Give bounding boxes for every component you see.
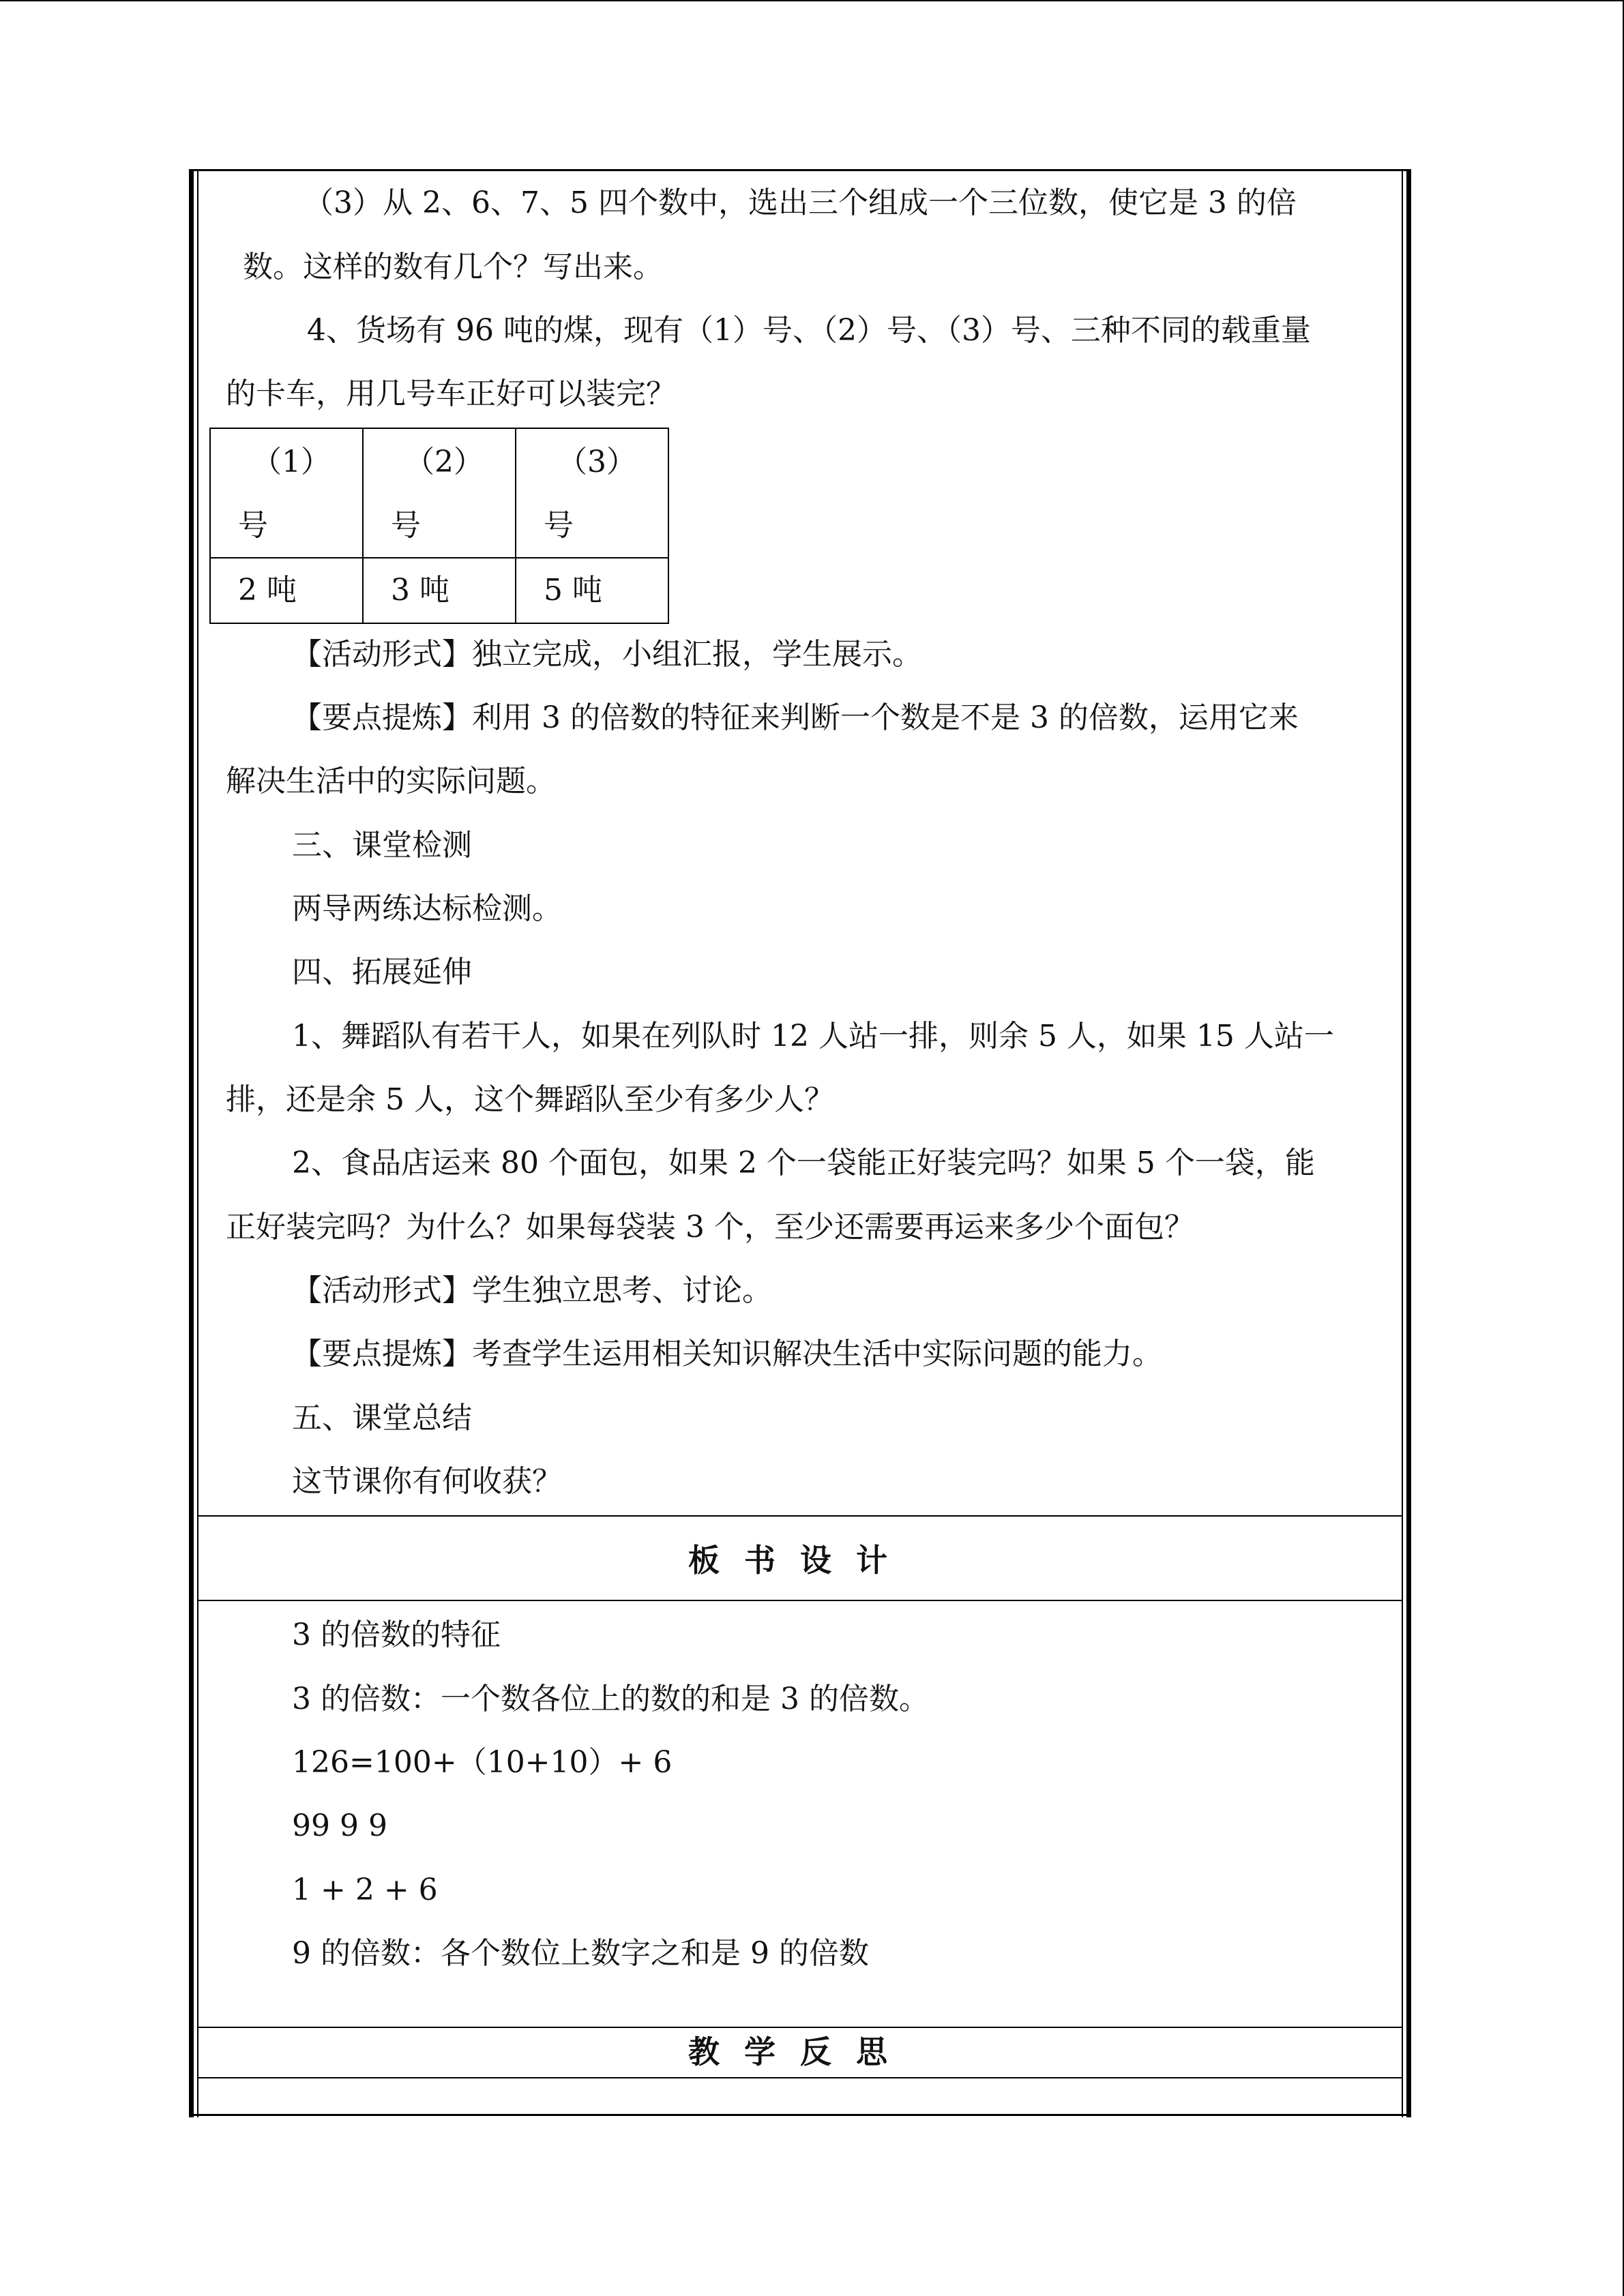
truck-capacity-table [209, 428, 669, 624]
table-right-inner-border [1402, 169, 1403, 2117]
board-line-5: 1 + 2 + 6 [292, 1873, 438, 1907]
truck-header-1: （1） 号 [210, 428, 363, 558]
section-3-title: 三、课堂检测 [292, 828, 472, 863]
board-line-2: 3 的倍数：一个数各位上的数的和是 3 的倍数。 [292, 1682, 929, 1716]
extension-1-line-1: 1、舞蹈队有若干人，如果在列队时 12 人站一排，则余 5 人，如果 15 人站一 [292, 1019, 1334, 1054]
truck-capacity-3: 5 吨 [516, 558, 668, 623]
question-4-line-2: 的卡车，用几号车正好可以装完？ [226, 376, 676, 411]
section-5-body: 这节课你有何收获？ [292, 1464, 562, 1499]
question-3-line-1: （3）从 2、6、7、5 四个数中，选出三个组成一个三位数，使它是 3 的倍 [304, 185, 1297, 220]
table-bottom-border [189, 2114, 1411, 2116]
table-top-border [189, 169, 1411, 171]
table-left-border [189, 169, 194, 2117]
board-design-heading: 板书设计 [688, 1542, 912, 1579]
extension-2-line-1: 2、食品店运来 80 个面包，如果 2 个一袋能正好装完吗？如果 5 个一袋，能 [292, 1146, 1315, 1180]
activity-form-2: 【活动形式】学生独立思考、讨论。 [292, 1273, 772, 1308]
truck-capacity-1: 2 吨 [210, 558, 363, 623]
extension-2-line-2: 正好装完吗？为什么？如果每袋装 3 个，至少还需要再运来多少个面包？ [226, 1210, 1194, 1244]
key-point-2: 【要点提炼】考查学生运用相关知识解决生活中实际问题的能力。 [292, 1337, 1162, 1371]
divider-board-bottom [197, 1600, 1403, 1601]
section-5-title: 五、课堂总结 [292, 1401, 472, 1435]
question-4-line-1: 4、货场有 96 吨的煤，现有（1）号、（2）号、（3）号、三种不同的载重量 [307, 313, 1311, 348]
truck-header-2: （2） 号 [363, 428, 516, 558]
board-line-6: 9 的倍数：各个数位上数字之和是 9 的倍数 [292, 1936, 869, 1971]
board-line-4: 99 9 9 [292, 1808, 387, 1843]
section-3-body: 两导两练达标检测。 [292, 891, 562, 926]
teaching-reflection-heading: 教学反思 [688, 2033, 912, 2070]
activity-form-1: 【活动形式】独立完成，小组汇报，学生展示。 [292, 637, 922, 672]
truck-header-3: （3） 号 [516, 428, 668, 558]
table-right-border [1406, 169, 1411, 2117]
extension-1-line-2: 排，还是余 5 人，这个舞蹈队至少有多少人？ [226, 1082, 834, 1117]
section-4-title: 四、拓展延伸 [292, 955, 472, 989]
page-top-border [0, 0, 1624, 1]
key-point-1-line-2: 解决生活中的实际问题。 [226, 764, 556, 799]
divider-reflection-bottom [197, 2077, 1403, 2078]
board-line-1: 3 的倍数的特征 [292, 1617, 501, 1652]
table-left-inner-border [197, 169, 198, 2117]
truck-capacity-2: 3 吨 [363, 558, 516, 623]
divider-reflection-top [197, 2027, 1403, 2028]
question-3-line-2: 数。这样的数有几个？写出来。 [243, 250, 663, 284]
divider-board-top [197, 1515, 1403, 1517]
key-point-1-line-1: 【要点提炼】利用 3 的倍数的特征来判断一个数是不是 3 的倍数，运用它来 [292, 700, 1299, 735]
board-line-3: 126=100+（10+10）+ 6 [292, 1745, 673, 1780]
